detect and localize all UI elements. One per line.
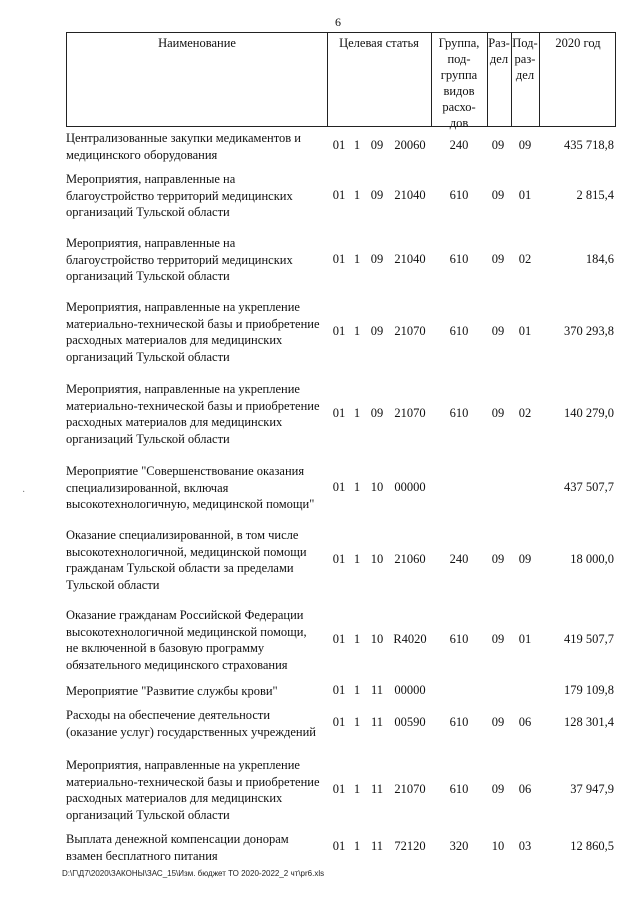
row-t4: 21070 [394, 406, 426, 420]
row-name: Мероприятия, направленные на укрепление материально-технической базы и приобретение расходных материалов для медицинских организаций Тульской области [66, 382, 320, 446]
row-sub: 09 [518, 138, 532, 152]
row-name: Мероприятия, направленные на благоустройство территорий медицинских организаций Тульской области [66, 236, 293, 283]
row-t1: 01 [332, 683, 346, 697]
row-t2: 1 [353, 406, 361, 420]
row-t4: 21070 [394, 324, 426, 338]
row-sec: 09 [491, 782, 505, 796]
row-t2: 1 [353, 632, 361, 646]
row-grp: 610 [449, 324, 469, 338]
row-t3: 11 [370, 782, 384, 796]
row-t4: 00000 [394, 480, 426, 494]
row-amount: 184,6 [585, 252, 614, 266]
row-t3: 09 [370, 252, 384, 266]
row-t4: 21040 [394, 188, 426, 202]
row-sec: 09 [491, 188, 505, 202]
row-t2: 1 [353, 839, 361, 853]
row-grp: 240 [449, 552, 469, 566]
row-sub: 02 [518, 252, 532, 266]
row-sub: 01 [518, 324, 532, 338]
row-sub: 03 [518, 839, 532, 853]
row-name: Централизованные закупки медикаментов и медицинского оборудования [66, 131, 301, 162]
row-sub: 01 [518, 632, 532, 646]
row-sub: 06 [518, 715, 532, 729]
file-path-footer: D:\Г\Д7\2020\ЗАКОНЫ\ЗАС_15\Изм. бюджет ТО 2020-2022_2 чт\pr6.xls [62, 869, 325, 878]
row-amount: 12 860,5 [570, 839, 614, 853]
row-t2: 1 [353, 188, 361, 202]
table-header [66, 32, 616, 130]
row-t4: 72120 [394, 839, 426, 853]
row-amount: 140 279,0 [564, 406, 614, 420]
row-grp: 610 [449, 782, 469, 796]
row-name: Мероприятие "Развитие службы крови" [66, 684, 278, 698]
row-t4: 00590 [394, 715, 426, 729]
row-t1: 01 [332, 188, 346, 202]
scan-mark: · [22, 487, 26, 498]
row-sub: 01 [518, 188, 532, 202]
row-amount: 437 507,7 [564, 480, 614, 494]
row-name: Мероприятия, направленные на укрепление материально-технической базы и приобретение расходных материалов для медицинских организаций Тульской области [66, 300, 320, 364]
row-sub: 02 [518, 406, 532, 420]
row-t2: 1 [353, 138, 361, 152]
row-t3: 11 [370, 683, 384, 697]
row-t3: 09 [370, 324, 384, 338]
header-name: Наименование [158, 36, 236, 50]
row-t2: 1 [353, 715, 361, 729]
row-sec: 09 [491, 632, 505, 646]
row-t3: 10 [370, 480, 384, 494]
row-t4: 21070 [394, 782, 426, 796]
row-t1: 01 [332, 406, 346, 420]
header-section: Раз- дел [488, 36, 510, 66]
row-t1: 01 [332, 324, 346, 338]
row-name: Мероприятия, направленные на благоустройство территорий медицинских организаций Тульской области [66, 172, 293, 219]
row-sec: 10 [491, 839, 505, 853]
row-sec: 09 [491, 252, 505, 266]
row-sec: 09 [491, 552, 505, 566]
row-t3: 11 [370, 715, 384, 729]
row-grp: 610 [449, 252, 469, 266]
row-t1: 01 [332, 552, 346, 566]
row-t3: 10 [370, 552, 384, 566]
row-t1: 01 [332, 138, 346, 152]
row-t3: 09 [370, 406, 384, 420]
row-t3: 11 [370, 839, 384, 853]
header-subsection: Под- раз- дел [512, 36, 538, 82]
row-name: Мероприятия, направленные на укрепление материально-технической базы и приобретение расходных материалов для медицинских организаций Тульской области [66, 758, 320, 822]
row-t1: 01 [332, 782, 346, 796]
row-name: Мероприятие "Совершенствование оказания специализированной, включая высокотехнологичную, медицинской помощи" [66, 464, 315, 511]
row-sec: 09 [491, 138, 505, 152]
row-t3: 09 [370, 188, 384, 202]
row-t1: 01 [332, 632, 346, 646]
row-t4: 00000 [394, 683, 426, 697]
row-sec: 09 [491, 715, 505, 729]
row-t1: 01 [332, 715, 346, 729]
row-t3: 09 [370, 138, 384, 152]
row-amount: 37 947,9 [570, 782, 614, 796]
row-t2: 1 [353, 782, 361, 796]
header-group: Группа, под- группа видов расхо- дов [438, 36, 480, 130]
row-amount: 2 815,4 [576, 188, 614, 202]
row-grp: 240 [449, 138, 469, 152]
page-number: 6 [335, 15, 341, 29]
row-sec: 09 [491, 324, 505, 338]
row-amount: 179 109,8 [564, 683, 614, 697]
header-year: 2020 год [555, 36, 601, 50]
row-t2: 1 [353, 252, 361, 266]
row-sec: 09 [491, 406, 505, 420]
row-grp: 610 [449, 406, 469, 420]
row-name: Выплата денежной компенсации донорам взамен бесплатного питания [66, 832, 289, 863]
row-grp: 610 [449, 632, 469, 646]
row-t2: 1 [353, 552, 361, 566]
row-grp: 610 [449, 188, 469, 202]
row-amount: 18 000,0 [570, 552, 614, 566]
row-sub: 06 [518, 782, 532, 796]
row-sub: 09 [518, 552, 532, 566]
row-name: Расходы на обеспечение деятельности (оказание услуг) государственных учреждений [66, 708, 316, 739]
row-grp: 610 [449, 715, 469, 729]
row-t3: 10 [370, 632, 384, 646]
row-amount: 370 293,8 [564, 324, 614, 338]
row-amount: 419 507,7 [564, 632, 614, 646]
row-name: Оказание гражданам Российской Федерации высокотехнологичной медицинской помощи, не включенной в базовую программу обязательного медицинского страхования [66, 608, 307, 672]
row-t4: R4020 [393, 632, 427, 646]
row-t2: 1 [353, 683, 361, 697]
row-t4: 21060 [394, 552, 426, 566]
header-target: Целевая статья [339, 36, 419, 50]
row-amount: 435 718,8 [564, 138, 614, 152]
row-t4: 20060 [394, 138, 426, 152]
row-t4: 21040 [394, 252, 426, 266]
row-t1: 01 [332, 252, 346, 266]
row-t2: 1 [353, 324, 361, 338]
row-t1: 01 [332, 480, 346, 494]
row-t1: 01 [332, 839, 346, 853]
row-amount: 128 301,4 [564, 715, 614, 729]
row-t2: 1 [353, 480, 361, 494]
row-name: Оказание специализированной, в том числе высокотехнологичной, медицинской помощи гражданам Тульской области за пределами Тульской области [66, 528, 307, 592]
row-grp: 320 [449, 839, 469, 853]
